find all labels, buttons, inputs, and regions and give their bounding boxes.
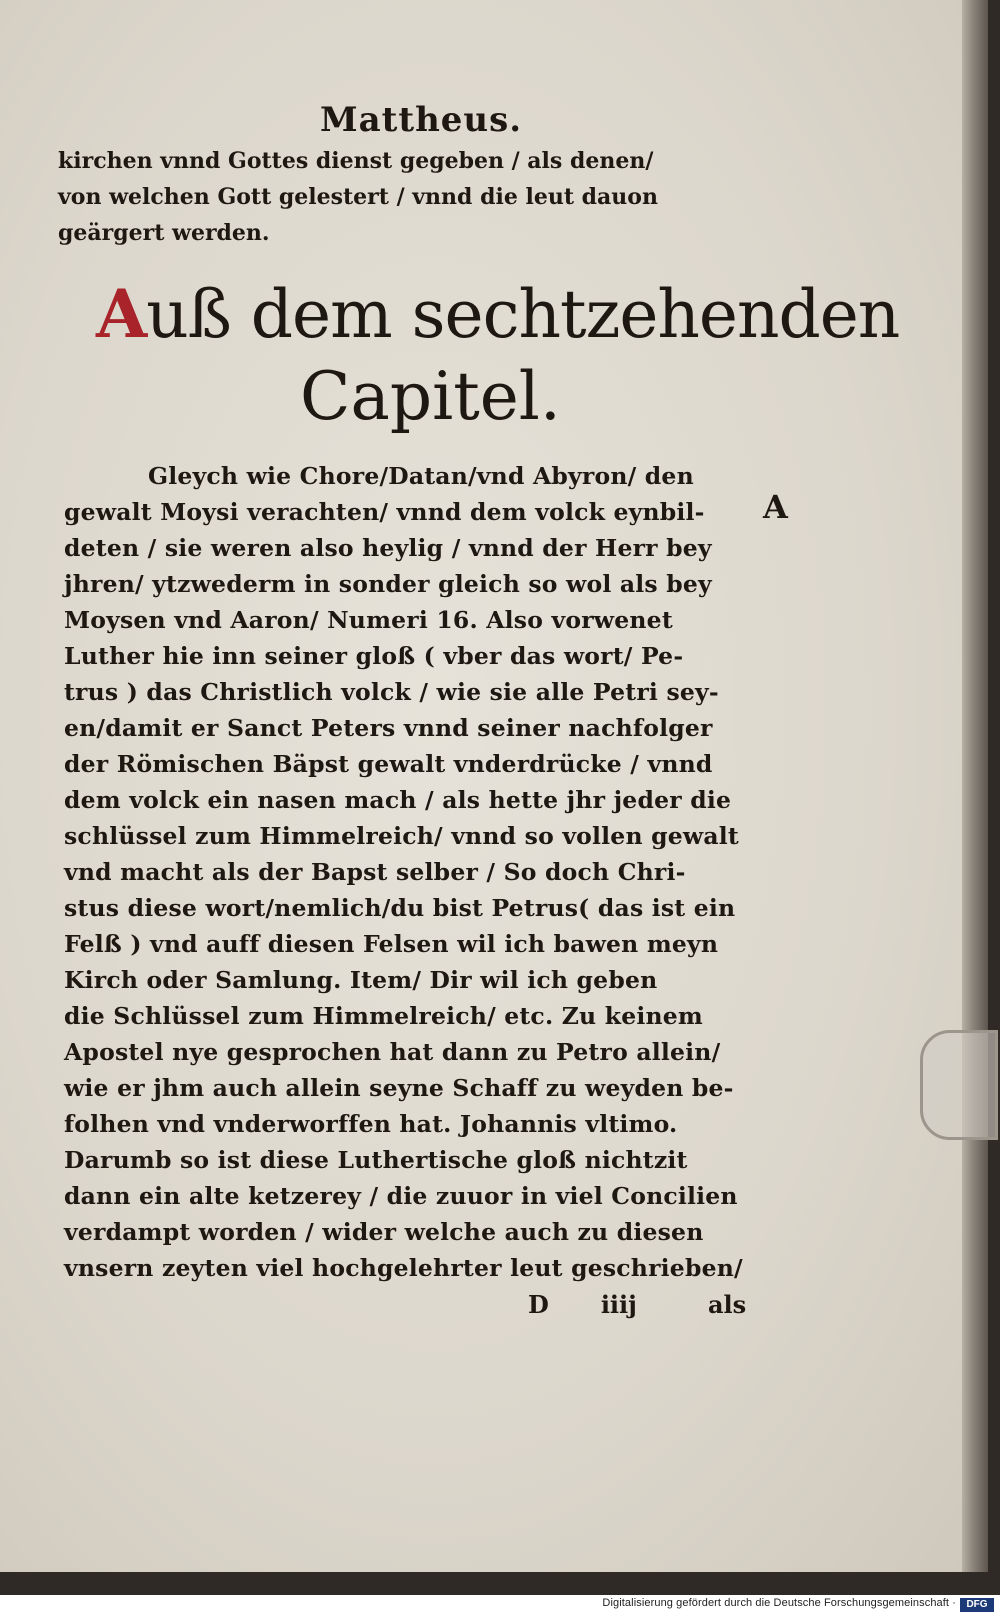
dfg-logo: DFG — [960, 1598, 994, 1612]
book-clasp — [920, 1030, 998, 1140]
chapter-heading-line-2: Capitel. — [300, 358, 561, 435]
body-line: trus ) das Christlich volck / wie sie alle Petri sey- — [64, 678, 719, 706]
signature-letter: D — [528, 1290, 549, 1319]
page-edge — [962, 0, 988, 1572]
body-line: schlüssel zum Himmelreich/ vnnd so vollen gewalt — [64, 822, 739, 850]
body-line: gewalt Moysi verachten/ vnnd dem volck eynbil- — [64, 498, 705, 526]
body-line: wie er jhm auch allein seyne Schaff zu weyden be- — [64, 1074, 734, 1102]
body-line: stus diese wort/nemlich/du bist Petrus( das ist ein — [64, 894, 736, 922]
heading-line-1-text: uß dem sechtzehenden — [146, 276, 900, 353]
body-line: folhen vnd vnderworffen hat. Johannis vltimo. — [64, 1110, 678, 1138]
signature-mark — [528, 1290, 689, 1319]
body-line: Kirch oder Samlung. Item/ Dir wil ich geben — [64, 966, 658, 994]
body-line: vnsern zeyten viel hochgelehrter leut geschrieben/ — [64, 1254, 743, 1282]
body-line: der Römischen Bäpst gewalt vnderdrücke / vnnd — [64, 750, 713, 778]
body-line: dem volck ein nasen mach / als hette jhr jeder die — [64, 786, 732, 814]
margin-note: A — [763, 488, 788, 526]
body-line: en/damit er Sanct Peters vnnd seiner nachfolger — [64, 714, 713, 742]
body-line: Gleych wie Chore/Datan/vnd Abyron/ den — [148, 462, 694, 490]
body-line: Felß ) vnd auff diesen Felsen wil ich bawen meyn — [64, 930, 719, 958]
running-head: Mattheus. — [320, 100, 523, 140]
intro-line: kirchen vnnd Gottes dienst gegeben / als denen/ — [58, 148, 654, 174]
body-line: Darumb so ist diese Luthertische gloß nichtzit — [64, 1146, 688, 1174]
body-line: die Schlüssel zum Himmelreich/ etc. Zu keinem — [64, 1002, 703, 1030]
catchword: als — [708, 1290, 747, 1319]
signature-number: iiij — [600, 1290, 637, 1319]
body-line: deten / sie weren also heylig / vnnd der Herr bey — [64, 534, 712, 562]
body-line: jhren/ ytzwederm in sonder gleich so wol als bey — [64, 570, 712, 598]
chapter-heading-line-1 — [96, 275, 899, 353]
body-line: Luther hie inn seiner gloß ( vber das wort/ Pe- — [64, 642, 684, 670]
body-line: verdampt worden / wider welche auch zu diesen — [64, 1218, 704, 1246]
body-line: Moysen vnd Aaron/ Numeri 16. Also vorwenet — [64, 606, 673, 634]
body-line: vnd macht als der Bapst selber / So doch Chri- — [64, 858, 686, 886]
intro-line: geärgert werden. — [58, 220, 270, 246]
intro-line: von welchen Gott gelestert / vnnd die leut dauon — [58, 184, 658, 210]
red-initial-letter: A — [96, 275, 147, 353]
body-line: Apostel nye gesprochen hat dann zu Petro allein/ — [64, 1038, 721, 1066]
body-line: dann ein alte ketzerey / die zuuor in viel Concilien — [64, 1182, 738, 1210]
digitization-credit: Digitalisierung gefördert durch die Deutsche Forschungsgemeinschaft · — [602, 1597, 956, 1609]
